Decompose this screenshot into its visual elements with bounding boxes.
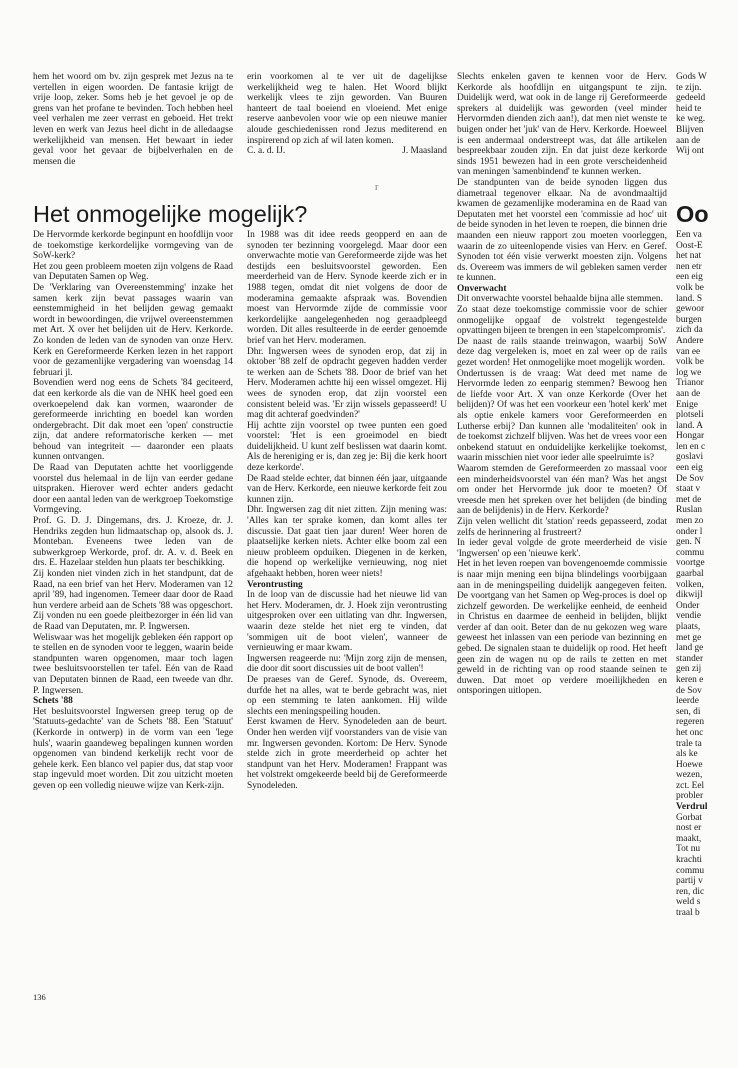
next-page-headline: Oo (676, 201, 709, 227)
paragraph: Het besluitsvoorstel Ingwersen greep terug op de 'Statuuts-gedachte' van de Schets '88. Een 'Statuut' (Kerkorde in ontwerp) in de vorm van een 'lege huls', waarin gaandeweg bepalingen kunnen worden opgenomen van bindend kerkelijk recht voor de gehele kerk. Een blanco vel papier dus, dat stap voor stap ingevuld moet worden. Dit zou uitzicht moeten geven op een volledig nieuwe wijze van Kerk-zijn. (33, 706, 233, 791)
line: heid te (676, 103, 702, 114)
line: gen. N (676, 537, 701, 548)
paragraph: In ieder geval volgde de grote meerderheid de visie 'Ingwersen' op een 'nieuwe kerk'. (457, 538, 667, 559)
paragraph: In de loop van de discussie had het nieuwe lid van het Herv. Moderamen, dr. J. Hoek zijn verontrusting uitgesproken over een uitlating van dhr. Ingwersen, waarin deze stelde het niet erg te vinden, dat 'sommigen uit de boot vielen', wanneer de vernieuwing er maar kwam. (247, 590, 447, 654)
review-signatures (247, 146, 447, 157)
line: volk be (676, 357, 704, 368)
line: Hoewe (676, 759, 703, 770)
line: plotseli (676, 410, 704, 421)
article-col3 (457, 72, 667, 697)
line: stander (676, 653, 704, 664)
line: land. A (676, 420, 704, 431)
line: het onc (676, 727, 704, 738)
paragraph: De naast de rails staande treinwagon, waarbij SoW deze dag vergeleken is, moet en zal weer op de rails gezet worden! Het onmogelijke moet mogelijk worden. (457, 336, 667, 369)
line: sen, di (676, 706, 701, 717)
line: krachti (676, 855, 703, 866)
line: trale ta (676, 738, 702, 749)
next-page-col (676, 230, 738, 919)
line: nen etr (676, 261, 702, 272)
line: aan de (676, 388, 701, 399)
line: Andere (676, 335, 704, 346)
paragraph: Bovendien werd nog eens de Schets '84 geciteerd, dat een kerkorde als die van de NHK heel goed een overkoepelend dak kan vormen, waaronder de gereformeerde inrichting en boedel kan worden ondergebracht. Dit dak moet een 'open' constructie zijn, dat andere reformatorische kerken — met behoud van integriteit — daaronder een plaats kunnen ontvangen. (33, 378, 233, 463)
paragraph: Waarom stemden de Gereformeerden zo massaal voor een minderheidsvoorstel van één man? Was het angst om onder het Hervormde juk door te moeten? Of vreesde men het spreken over het belijden (de binding aan de belijdenis) in de Herv. Kerkorde? (457, 463, 667, 517)
line: gen zij (676, 664, 702, 675)
article-col1 (33, 230, 233, 791)
line: voortge (676, 558, 705, 569)
article-col2 (247, 230, 447, 791)
paragraph: erin voorkomen al te ver uit de dagelijkse werkelijkheid weg te halen. Het Woord blijkt werkelijk vlees te zijn geworden. Van Buuren hanteert de taal boeiend en vloeiend. Met enige reserve aanbevolen voor wie op een nieuwe manier aloude geschiedenissen rond Jezus mediterend en inspirerend op zich af wil laten komen. (247, 72, 447, 146)
section-heading-verontrusting: Verontrusting (247, 579, 303, 590)
line: gewoor (676, 304, 705, 315)
stray-mark: r (375, 182, 379, 193)
line: maakt, (676, 833, 702, 844)
line: Gorbat (676, 812, 703, 823)
line: van ee (676, 346, 701, 357)
line: te zijn. (676, 82, 702, 93)
line: Oost-E (676, 240, 703, 251)
line: leerde (676, 696, 699, 707)
line: Wij ont (676, 146, 705, 157)
article-headline: Het onmogelijke mogelijk? (33, 201, 308, 227)
line: weld s (676, 897, 701, 908)
line: zct. Eel (676, 780, 705, 791)
line: nost er (676, 823, 702, 834)
paragraph: De Hervormde kerkorde beginpunt en hoofdlijn voor de toekomstige kerkordelijke vormgeving van de SoW-kerk? (33, 230, 233, 262)
paragraph: Eerst kwamen de Herv. Synodeleden aan de beurt. Onder hen werden vijf voorstanders van de visie van mr. Ingwersen gevonden. Kortom: De Herv. Synode stelde zich in grote meerderheid op achter het standpunt van het Herv. Moderamen! Frappant was het volstrekt omgekeerde beeld bij de Gereformeerde Synodeleden. (247, 717, 447, 791)
line: volk be (676, 282, 704, 293)
paragraph: hem het woord om bv. zijn gesprek met Jezus na te vertellen in eigen woorden. De fantasie krijgt de vrije loop, zeker. Soms heb je het gevoel je op de grens van het profane te bevinden. Toch hebben heel veel verhalen me zeer verrast en geboeid. Het trekt leven en werk van Jezus heel dicht in de alledaagse werkelijkheid van mensen. Het bewaart in ieder geval voor het gevaar de bijbelverhalen en de mensen die (33, 72, 233, 167)
line: Trianor (676, 378, 704, 389)
line: ke weg. (676, 114, 706, 125)
line: men zo (676, 516, 704, 527)
line: probler (676, 791, 704, 802)
line: len en c (676, 441, 706, 452)
line: zich da (676, 325, 703, 336)
line: vendie (676, 611, 701, 622)
paragraph: Slechts enkelen gaven te kennen voor de Herv. Kerkorde als hoofdlijn en uitgangspunt te zijn. Duidelijk werd, wat ook in de lange rij Gereformeerde sprekers al duidelijk was geworden (veel minder Hervormden dienden zich aan!), dat men niet wenste te buigen onder het 'juk' van de Herv. Kerkorde. Hoeweel is een andermaal onderstreept was, dat álle artikelen bespreekbaar zouden zijn. En dat juist deze kerkorde sinds 1951 bewezen had in een grote verscheidenheid van meningen 'samenbindend' te kunnen werken. (457, 72, 667, 178)
line: De Sov (676, 473, 704, 484)
paragraph: De praeses van de Geref. Synode, ds. Overeem, durfde het na alles, wat te berde gebracht was, niet op een stemming te laten aankomen. Hij wilde slechts een meningspeiling houden. (247, 674, 447, 717)
paragraph: Ondertussen is de vraag: Wat deed met name de Hervormde leden zo eenparig stemmen? Bewoog hen de liefde voor Art. X van onze Kerkorde (Over het belijden)? Of was het een voorkeur een 'hotel kerk' met als optie enkele kamers voor Gereformeerden en Lutherse erbij? Dan kunnen alle 'modaliteiten' ook in de toekomst zichzelf blijven. Was het de vrees voor een onbekend statuut en onduidelijke kerkelijke toekomst, waarin misschien niet voor ieder alle speelruimte is? (457, 368, 667, 464)
line: plaats, (676, 621, 701, 632)
line: Gods W (676, 72, 707, 82)
signature-right: J. Maasland (402, 146, 447, 157)
paragraph: De Raad stelde echter, dat binnen één jaar, uitgaande van de Herv. Kerkorde, een nieuwe kerkorde feit zou kunnen zijn. (247, 473, 447, 505)
line: land. S (676, 293, 703, 304)
line: land ge (676, 643, 704, 654)
line: Blijven (676, 124, 704, 135)
section-heading-schets: Schets '88 (33, 696, 73, 707)
line: staat v (676, 484, 701, 495)
signature-left: C. a. d. IJ. (247, 146, 286, 157)
line: Enige (676, 399, 698, 410)
line: commu (676, 865, 705, 876)
line: Tot nu (676, 844, 701, 855)
previous-article-col2 (247, 72, 447, 157)
paragraph: De standpunten van de beide synoden liggen dus diametraal tegenover elkaar. Na de avondmaaltijd kwamen de gezamenlijke moderamina en de Raad van Deputaten met het voorstel een 'commissie ad hoc' uit de beide synoden in het leven te roepen, die binnen drie maanden een nieuw rapport zou moeten voorleggen, waarin de zo uiteenlopende visies van Herv. en Geref. Synoden tot één visie verwerkt moesten zijn. Volgens ds. Overeem was immers de wil gebleken samen verder te kunnen. (457, 177, 667, 284)
line: gedeeld (676, 93, 706, 104)
line: wezen, (676, 770, 703, 781)
line: commu (676, 547, 705, 558)
line: keren e (676, 674, 704, 685)
line: ren, dic (676, 886, 705, 897)
line: gaarbal (676, 569, 704, 579)
previous-article-col1 (33, 72, 233, 167)
line: dikwijl (676, 590, 703, 601)
line: een eig (676, 272, 703, 283)
paragraph: Prof. G. D. J. Dingemans, drs. J. Kroeze, dr. J. Hendriks zegden hun lidmaatschap op, alsook ds. J. Monteban. Eveneens twee leden van de subwerkgroep Werkorde, prof. dr. A. v. d. Beek en drs. E. Hazelaar stelden hun plaats ter beschikking. (33, 516, 233, 569)
line: goslavi (676, 452, 704, 463)
line: de Sov (676, 685, 702, 696)
next-page-col-top (676, 72, 738, 157)
section-heading-verdrukking: Verdrul (676, 802, 708, 813)
paragraph: Zij vonden nu een goede pleitbezorger in één lid van de Raad van Deputaten, mr. P. Ingwersen. (33, 611, 233, 632)
section-heading-onverwacht: Onverwacht (457, 283, 507, 294)
paragraph: In 1988 was dit idee reeds geopperd en aan de synoden ter bezinning voorgelegd. Maar door een onverwachte motie van Gereformeerde zijde was het destijds een besluitsvoorstel geworden. Een meerderheid van de Herv. Synode keerde zich er in 1988 tegen, omdat dit niet volgens de door de moderamina gemaakte afspraak was. Bovendien moest van Hervormde zijde de commissie voor kerkordelijke aangelegenheden nog geraadpleegd worden. Dit alles resulteerde in de eerder genoemde brief van het Herv. moderamen. (247, 230, 447, 346)
line: burgen (676, 314, 702, 325)
paragraph: De Raad van Deputaten achtte het voorliggende voorstel dus helemaal in de lijn van eerder gedane uitspraken. Hierover werd echter anders gedacht door een aantal leden van de werkgroep Toekomstige Vormgeving. (33, 463, 233, 516)
line: een eig (676, 463, 703, 474)
line: Onder (676, 600, 700, 611)
paragraph: Dit onverwachte voorstel behaalde bijna alle stemmen. (457, 294, 663, 305)
line: Een va (676, 230, 702, 240)
line: log we (676, 367, 702, 378)
line: regeren (676, 717, 705, 728)
line: volken, (676, 579, 704, 590)
line: traal b (676, 908, 700, 918)
line: het nat (676, 251, 702, 262)
paragraph: Zij konden niet vinden zich in het standpunt, dat de Raad, na een brief van het Herv. Moderamen van 12 april '89, had ingenomen. Temeer daar door de Raad hun verdere arbeid aan de Schets '88 was opgeschort. (33, 569, 233, 611)
line: aan de (676, 135, 701, 146)
paragraph: Weliswaar was het mogelijk gebleken één rapport op te stellen en de synoden voor te leggen, waarin beide standpunten waren opgenomen, maar toch lagen twee besluitsvoorstellen ter tafel. Eén van de Raad van Deputaten binnen de Raad, een tweede van dhr. P. Ingwersen. (33, 632, 233, 696)
line: met de (676, 494, 702, 505)
line: als ke (676, 749, 698, 760)
page-number: 136 (33, 992, 46, 1002)
paragraph: Het zou geen probleem moeten zijn volgens de Raad van Deputaten Samen op Weg. (33, 261, 233, 283)
paragraph: Ingwersen reageerde nu: 'Mijn zorg zijn de mensen, die door dit soort discussies uit de boot vallen'! (247, 653, 447, 675)
line: Hongar (676, 431, 705, 442)
line: Ruslan (676, 505, 703, 516)
line: met ge (676, 632, 702, 643)
paragraph: Zo staat deze toekomstige commissie voor de schier onmogelijke opgaaf de volstrekt tegengestelde opvattingen bijeen te brengen in een 'stapelcompromis'. (457, 305, 667, 337)
paragraph: Zijn velen wellicht dit 'station' reeds gepasseerd, zodat zelfs de herinnering al frustreert? (457, 516, 667, 538)
line: onder l (676, 526, 703, 537)
line: partij v (676, 876, 703, 887)
paragraph: Dhr. Ingwersen zag dit niet zitten. Zijn mening was: 'Alles kan ter sprake komen, dan komt alles ter discussie. Dat gaat tien jaar duren! Weer horen de plaatselijke kerken niets. Achter elke boom zal een nieuw probleem opduiken. Diegenen in de kerken, die hopend op werkelijke vernieuwing, nog niet afgehaakt hebben, horen weer niets! (247, 505, 447, 579)
paragraph: Dhr. Ingwersen wees de synoden erop, dat zij in oktober '88 zelf de opdracht gegeven hadden verder te werken aan de Schets '88. Door de brief van het Herv. Moderamen achtte hij een wissel omgezet. Hij wees de synoden erop, dat zijn voorstel een consistent beleid was. 'Er zijn wissels gepasseerd! U mag dit achteraf goedvinden?' (247, 346, 447, 421)
paragraph: De 'Verklaring van Overeenstemming' inzake het samen kerk zijn bevat passages waarin van eenstemmigheid in het belijden gewag gemaakt wordt in bewoordingen, die vrijwel overeenstemmen met Art. X over het belijden uit de Herv. Kerkorde. Zo konden de leden van de synoden van onze Herv. Kerk en Gereformeerde Kerken lezen in het rapport voor de gezamenlijke vergadering van woensdag 14 februari jl. (33, 282, 233, 378)
paragraph: Het in het leven roepen van bovengenoemde commissie is naar mijn mening een bijna blindelings voorbijgaan aan in de meningspeiling duidelijk aangegeven feiten. De voortgang van het Samen op Weg-proces is doel op zichzelf geworden. De werkelijke eenheid, de eenheid in Christus en daarmee de eenheid in belijden, blijkt verder af dan ooit. Beter dan de nu gekozen weg ware geweest het inlassen van een periode van bezinning en gebed. De signalen staan te duidelijk op rood. Het heeft geen zin de wagen nu op de rails te zetten en met geweld in de richting van op rood staande seinen te duwen. Dat moet op verdere moeilijkheden en ontsporingen uitlopen. (457, 559, 667, 697)
paragraph: Hij achtte zijn voorstel op twee punten een goed voorstel: 'Het is een groeimodel en biedt duidelijkheid. U kunt zelf beslissen wat daarin komt. Als de hereniging er is, dan zeg je: Bij die kerk hoort deze kerkorde'. (247, 420, 447, 474)
